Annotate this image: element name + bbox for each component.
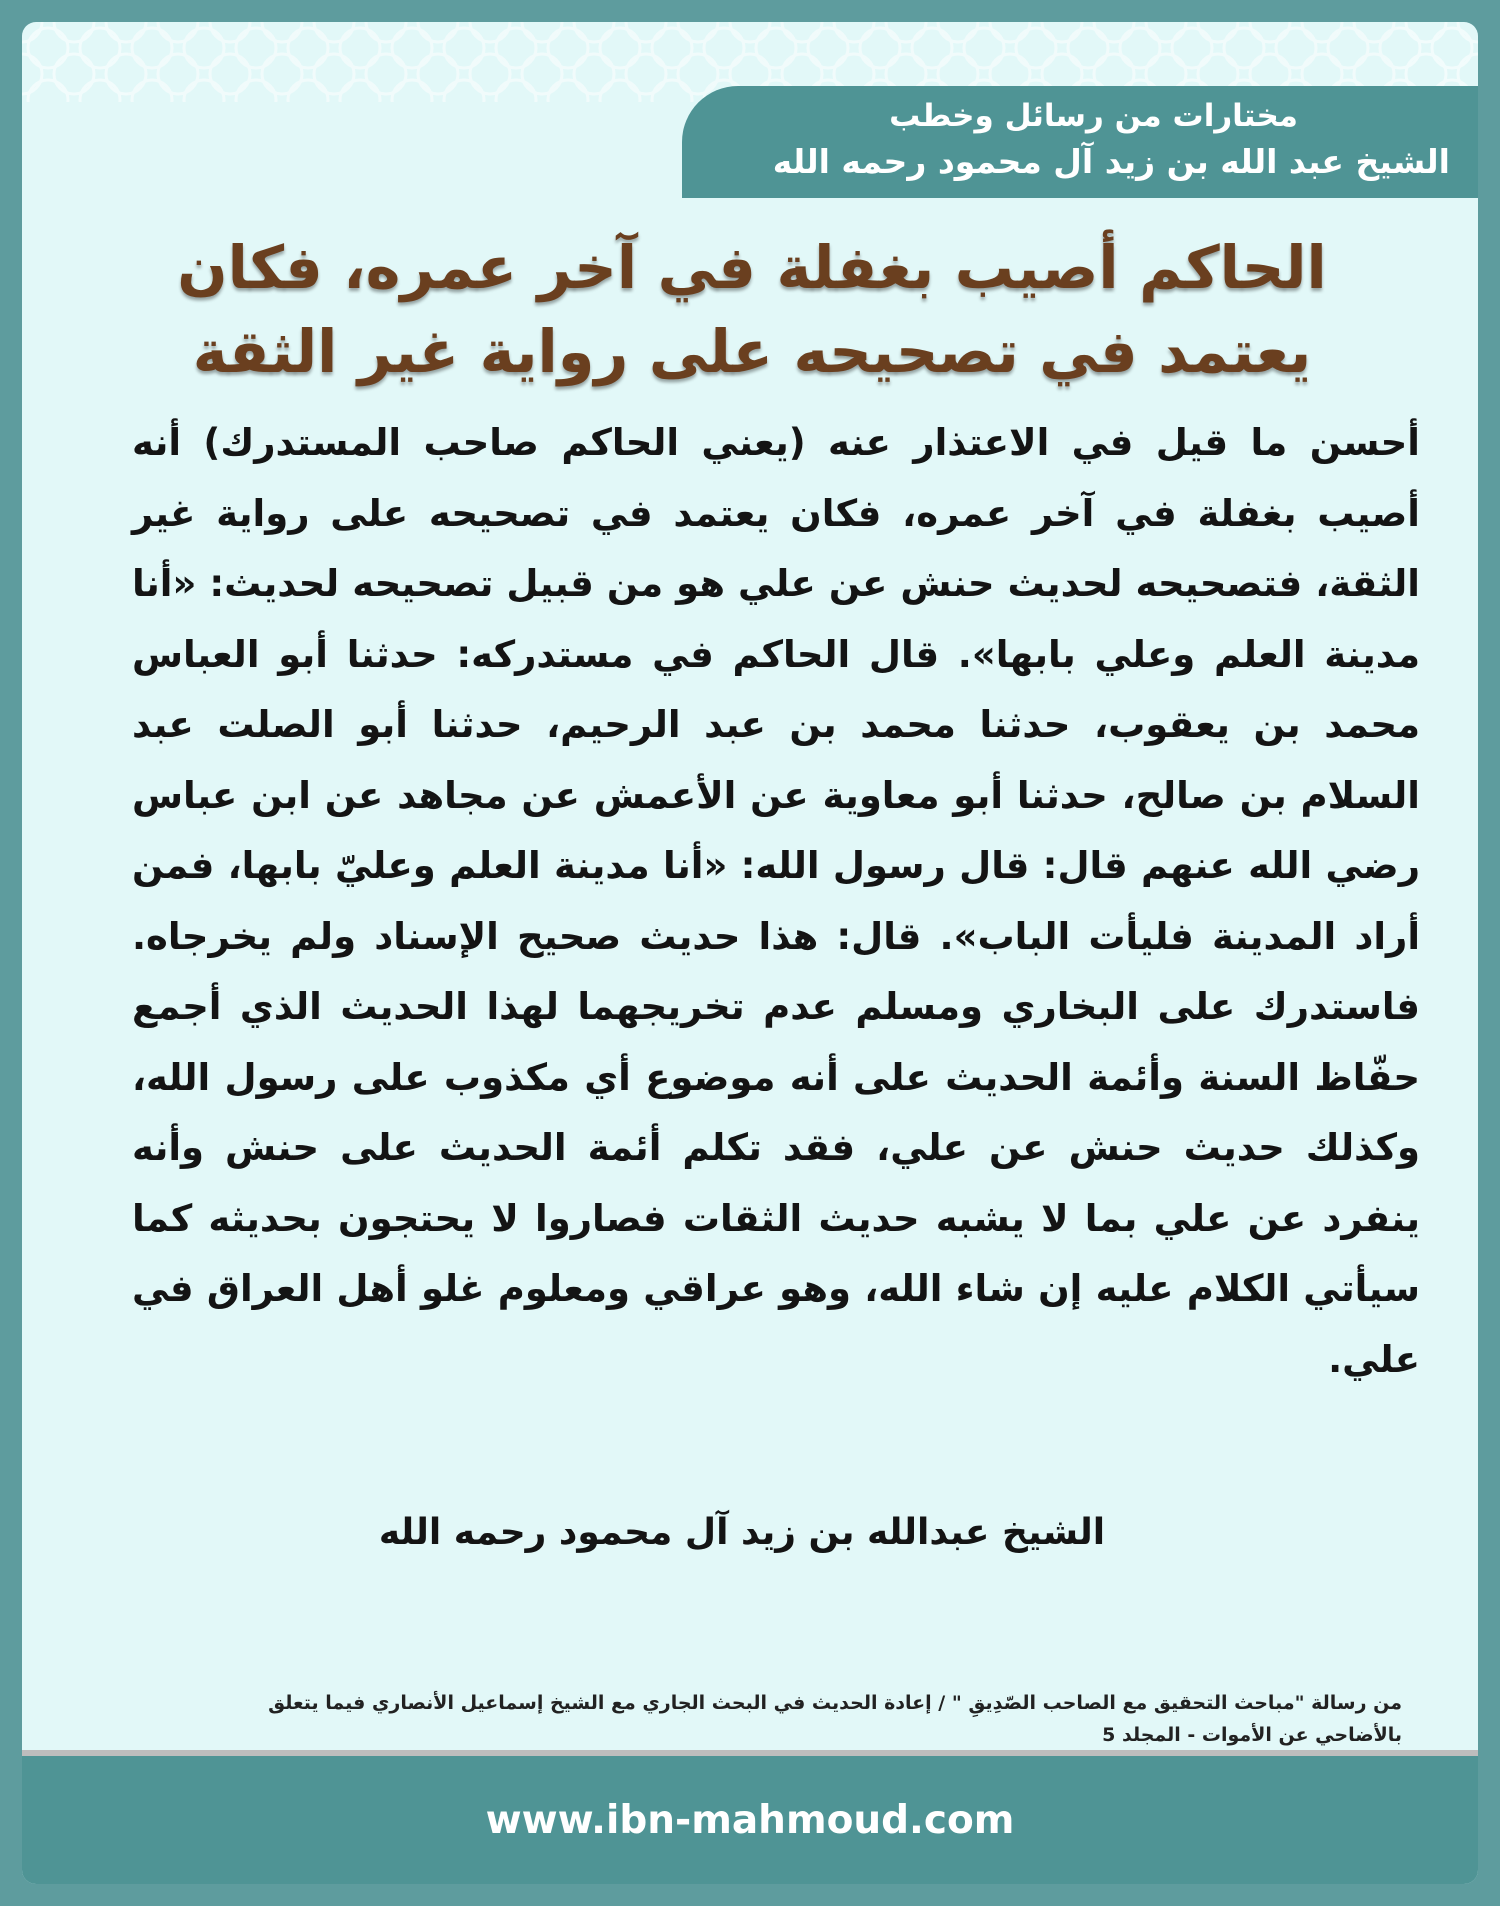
page-card	[22, 22, 1478, 1884]
article-body: أحسن ما قيل في الاعتذار عنه (يعني الحاكم صاحب المستدرك) أنه أصيب بغفلة في آخر عمره، فكان يعتمد في تصحيحه على رواية غير الثقة، فتصحيحه لحديث حنش عن علي هو من قبيل تصحيحه لحديث: «أنا مدينة العلم وعلي بابها». قال الحاكم في مستدركه: حدثنا أبو العباس محمد بن يعقوب، حدثنا محمد بن عبد الرحيم، حدثنا أبو الصلت عبد السلام بن صالح، حدثنا أبو معاوية عن الأعمش عن مجاهد عن ابن عباس رضي الله عنهم قال: قال رسول الله: «أنا مدينة العلم وعليّ بابها، فمن أراد المدينة فليأت الباب». قال: هذا حديث صحيح الإسناد ولم يخرجاه. فاستدرك على البخاري ومسلم عدم تخريجهما لهذا الحديث الذي أجمع حفّاظ السنة وأئمة الحديث على أنه موضوع أي مكذوب على رسول الله، وكذلك حديث حنش عن علي، فقد تكلم أئمة الحديث على حنش وأنه ينفرد عن علي بما لا يشبه حديث الثقات فصاروا لا يحتجون بحديثه كما سيأتي الكلام عليه إن شاء الله، وهو عراقي ومعلوم غلو أهل العراق في علي.	[132, 421, 1420, 1381]
source-line-1: من رسالة "مباحث التحقيق مع الصاحب الصّدِيقِ " / إعادة الحديث في البحث الجاري مع الشيخ إسماعيل الأنصاري فيما يتعلق	[268, 1692, 1402, 1714]
source-line-2: بالأضاحي عن الأموات - المجلد 5	[1102, 1724, 1402, 1746]
series-title: مختارات من رسائل وخطب	[889, 98, 1298, 134]
article-title-text: الحاكم أصيب بغفلة في آخر عمره، فكان يعتمد في تصحيحه على رواية غير الثقة	[177, 233, 1327, 386]
footer	[22, 1756, 1478, 1884]
author-header: الشيخ عبد الله بن زيد آل محمود رحمه الله	[772, 142, 1450, 181]
website-link[interactable]: www.ibn-mahmoud.com	[485, 1798, 1015, 1843]
author-signature: الشيخ عبدالله بن زيد آل محمود رحمه الله	[378, 1512, 1106, 1553]
series-header	[682, 86, 1478, 198]
article-title	[142, 226, 1362, 394]
